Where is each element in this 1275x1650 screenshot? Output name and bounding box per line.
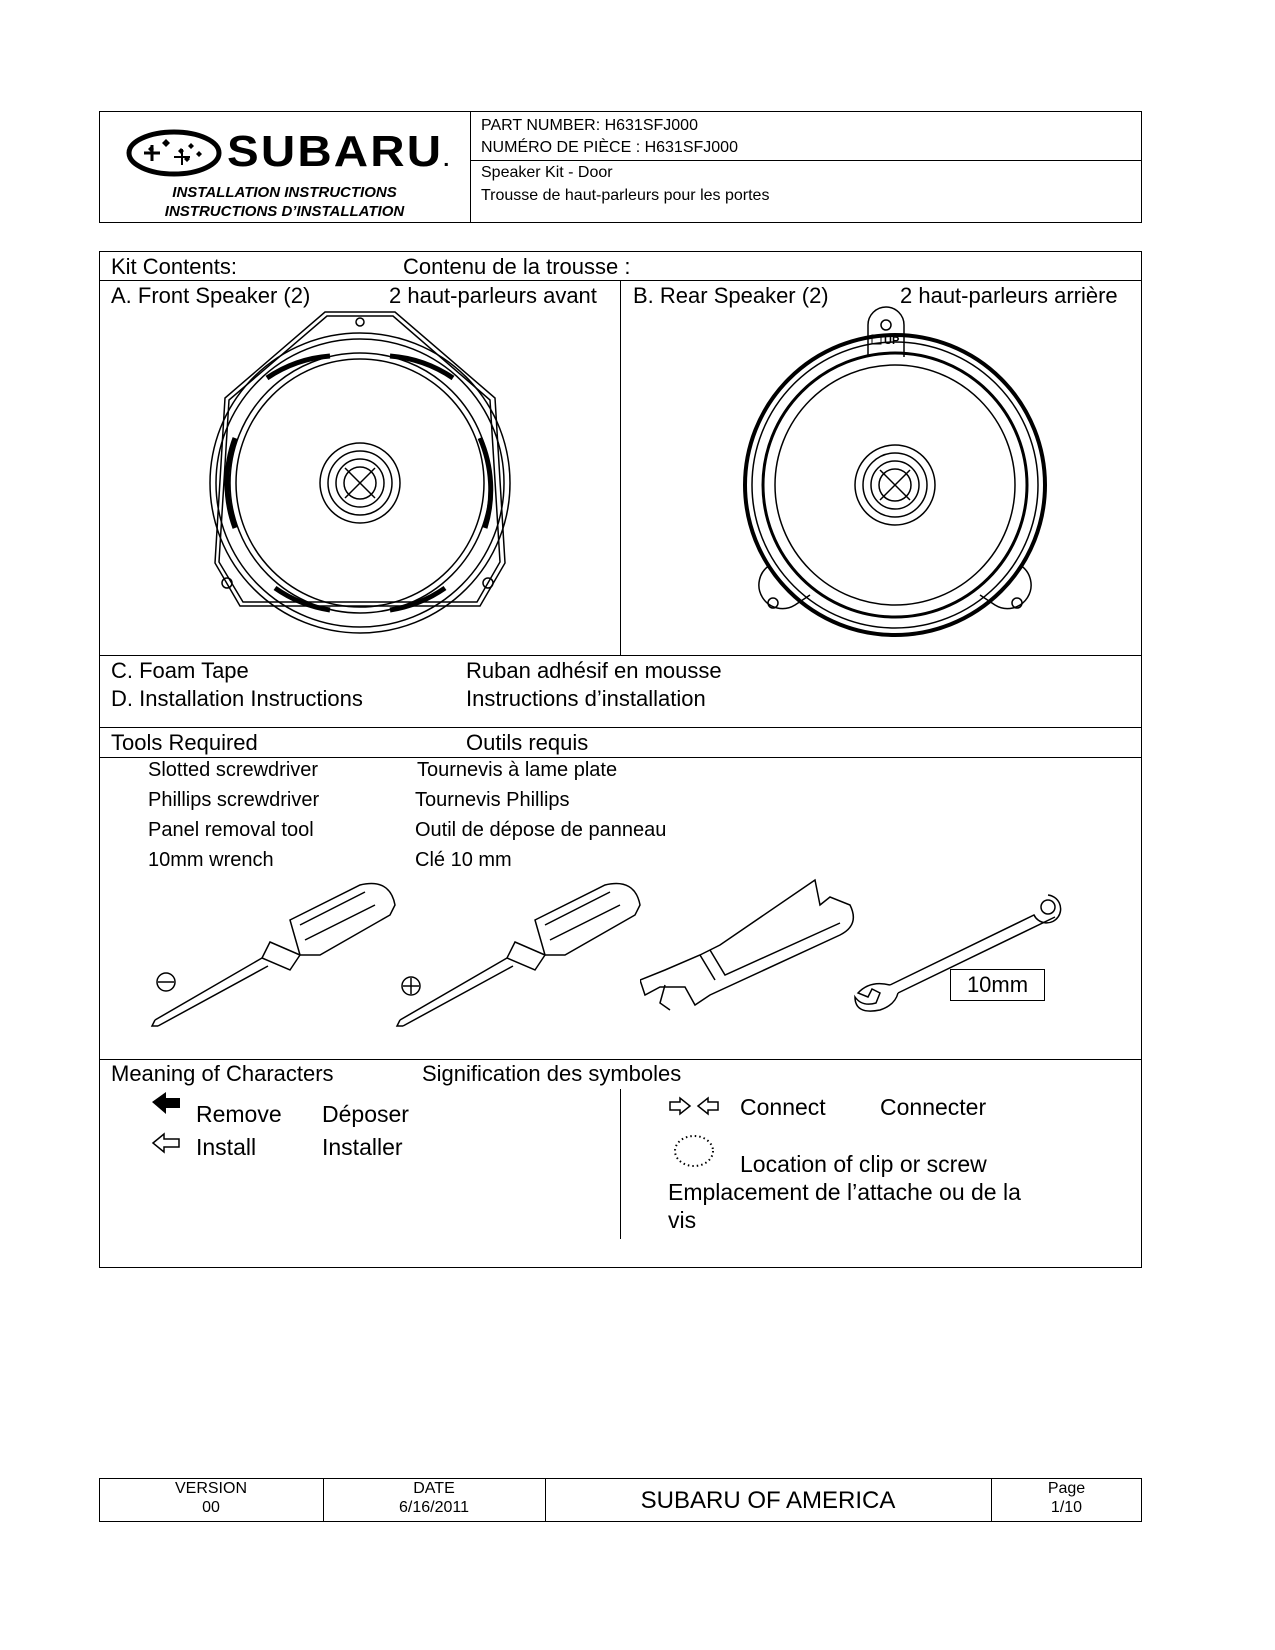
speaker-divider xyxy=(620,280,621,655)
kit-heading-fr: Contenu de la trousse : xyxy=(403,254,631,279)
location-label-fr-2: vis xyxy=(668,1207,697,1233)
date-label: DATE xyxy=(413,1480,455,1497)
install-arrow-icon xyxy=(151,1132,181,1154)
install-instructions-fr: INSTRUCTIONS D’INSTALLATION xyxy=(164,203,405,220)
connect-label-fr: Connecter xyxy=(880,1094,987,1120)
part-number-en: PART NUMBER: H631SFJ000 xyxy=(481,117,698,134)
tool-en-2: Phillips screwdriver xyxy=(148,789,320,811)
location-label-fr-1: Emplacement de l’attache ou de la xyxy=(668,1179,1021,1205)
symbols-heading-fr: Signification des symboles xyxy=(422,1061,682,1086)
connect-label-en: Connect xyxy=(740,1094,826,1120)
kit-title-fr: Trousse de haut-parleurs pour les portes xyxy=(481,187,770,204)
remove-label-fr: Déposer xyxy=(322,1101,409,1127)
header-divider xyxy=(470,111,471,223)
symbols-divider xyxy=(620,1089,621,1239)
tool-en-4: 10mm wrench xyxy=(148,849,274,871)
item-c-en: C. Foam Tape xyxy=(111,658,249,683)
tool-en-3: Panel removal tool xyxy=(148,819,314,841)
rear-speaker-image xyxy=(740,305,1050,653)
items-bottom-line xyxy=(99,727,1142,728)
item-d-fr: Instructions d’installation xyxy=(466,686,706,711)
symbols-heading-en: Meaning of Characters xyxy=(111,1061,334,1086)
install-label-en: Install xyxy=(196,1134,257,1160)
remove-arrow-icon xyxy=(150,1090,182,1118)
kit-title-en: Speaker Kit - Door xyxy=(481,164,613,181)
panel-removal-tool-image xyxy=(640,875,865,1015)
header-row-divider xyxy=(470,160,1142,161)
company-name: SUBARU OF AMERICA xyxy=(640,1487,896,1514)
clip-location-icon xyxy=(672,1133,716,1169)
up-label: UP xyxy=(884,335,900,347)
install-instructions-en: INSTALLATION INSTRUCTIONS xyxy=(172,184,397,201)
front-speaker-image xyxy=(205,308,515,653)
brand-name: SUBARU. xyxy=(227,127,452,176)
item-b-en: B. Rear Speaker (2) xyxy=(633,283,829,308)
item-a-fr: 2 haut-parleurs avant xyxy=(389,283,597,308)
tool-fr-3: Outil de dépose de panneau xyxy=(415,819,667,841)
tool-fr-2: Tournevis Phillips xyxy=(415,789,570,811)
tools-heading-fr: Outils requis xyxy=(466,730,589,755)
kit-heading-en: Kit Contents: xyxy=(111,254,237,279)
connect-arrows-icon xyxy=(668,1096,720,1116)
tool-fr-4: Clé 10 mm xyxy=(415,849,512,871)
item-c-fr: Ruban adhésif en mousse xyxy=(466,658,722,683)
version-label: VERSION xyxy=(174,1480,247,1497)
wrench-size-label: 10mm xyxy=(950,969,1045,1001)
date-value: 6/16/2011 xyxy=(399,1499,469,1516)
phillips-screwdriver-image xyxy=(395,880,655,1030)
subaru-logo-icon xyxy=(126,129,222,177)
tools-heading-en: Tools Required xyxy=(111,730,258,755)
part-number-fr: NUMÉRO DE PIÈCE : H631SFJ000 xyxy=(481,139,738,156)
tool-fr-1: Tournevis à lame plate xyxy=(417,759,618,781)
page-label: Page xyxy=(1047,1480,1086,1497)
item-b-fr: 2 haut-parleurs arrière xyxy=(900,283,1118,308)
tools-bottom-line xyxy=(99,1059,1142,1060)
slotted-screwdriver-image xyxy=(150,880,410,1030)
tools-heading-line xyxy=(99,757,1142,758)
speaker-bottom-line xyxy=(99,655,1142,656)
item-a-en: A. Front Speaker (2) xyxy=(111,283,311,308)
remove-label-en: Remove xyxy=(196,1101,282,1127)
page-value: 1/10 xyxy=(1050,1499,1083,1516)
tool-en-1: Slotted screwdriver xyxy=(148,759,319,781)
item-d-en: D. Installation Instructions xyxy=(111,686,363,711)
install-label-fr: Installer xyxy=(322,1134,403,1160)
version-value: 00 xyxy=(202,1499,220,1516)
location-label-en: Location of clip or screw xyxy=(740,1151,987,1177)
